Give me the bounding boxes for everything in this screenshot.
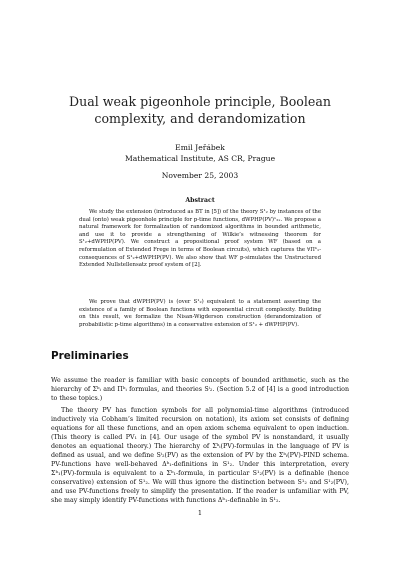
- abstract-paragraph: We study the extension (introduced as BT in [5]) of the theory S¹₂ by instances of the dual (onto) weak pigeonhole principle for p-time functions, dWPHP(PV)ˣ₂ₓ. We propose a natural framework for formalization of randomized algorithms in bounded arithmetic, and use it to provide a strengthening of Wilkie’s witnessing theorem for S¹₂+dWPHP(PV). We construct a propositional proof system WF (based on a reformulation of Extended Frege in terms of Boolean circuits), which captures the ∀Πᵇ₁-consequences of S¹₂+dWPHP(PV). We also show that WF p-simulates the Unstructured Extended Nullstellensatz proof system of [2].: [79, 209, 321, 269]
- paper-date: November 25, 2003: [161, 171, 239, 180]
- paper-title: Dual weak pigeonhole principle, Boolean complexity, and derandomization: [69, 94, 331, 126]
- body-paragraph: The theory PV has function symbols for all polynomial-time algorithms (introduced inductively via Cobham’s limited recursion on notation), its axiom set consists of defining equations for all these functions, and an open axiom schema equivalent to open induction. (This theory is called PV₁ in [4]. Our usage of the symbol PV is nonstandard, it usually denotes an equational theory.) The hierarchy of Σᵇᵢ(PV)-formulas in the language of PV is defined as usual, and we define Sⁱ₂(PV) as the extension of PV by the Σᵇᵢ(PV)-PIND schema. PV-functions have well-behaved Δᵇ₁-definitions in S¹₂. Under this interpretation, every Σᵇ₁(PV)-formula is equivalent to a Σᵇ₁-formula, in particular S¹₂(PV) is a definable (hence conservative) extension of S¹₂. We will thus ignore the distinction between S¹₂ and S¹₂(PV), and use PV-functions freely to simplify the presentation. If the reader is unfamiliar with PV, she may simply identify PV-functions with functions Δᵇ₁-definable in S¹₂.: [51, 407, 349, 504]
- section-heading: Preliminaries: [51, 350, 129, 362]
- page-number: 1: [197, 509, 203, 517]
- abstract-heading: Abstract: [185, 197, 215, 204]
- author-name: Emil Jeřábek: [175, 143, 225, 152]
- abstract-paragraph: We prove that dWPHP(PV) is (over S¹₂) equivalent to a statement asserting the existence of a family of Boolean functions with exponential circuit complexity. Building on this result, we formalize the Nisan-Wigderson construction (derandomization of probabilistic p-time algorithms) in a conservative extension of S¹₂ + dWPHP(PV).: [79, 299, 321, 328]
- body-paragraph: We assume the reader is familiar with basic concepts of bounded arithmetic, such as the hierarchy of Σᵇᵢ and Πᵇᵢ formulas, and theories Sⁱ₂. (Section 5.2 of [4] is a good introduction to these topics.): [51, 377, 349, 402]
- author-affiliation: Mathematical Institute, AS CR, Prague: [124, 154, 276, 163]
